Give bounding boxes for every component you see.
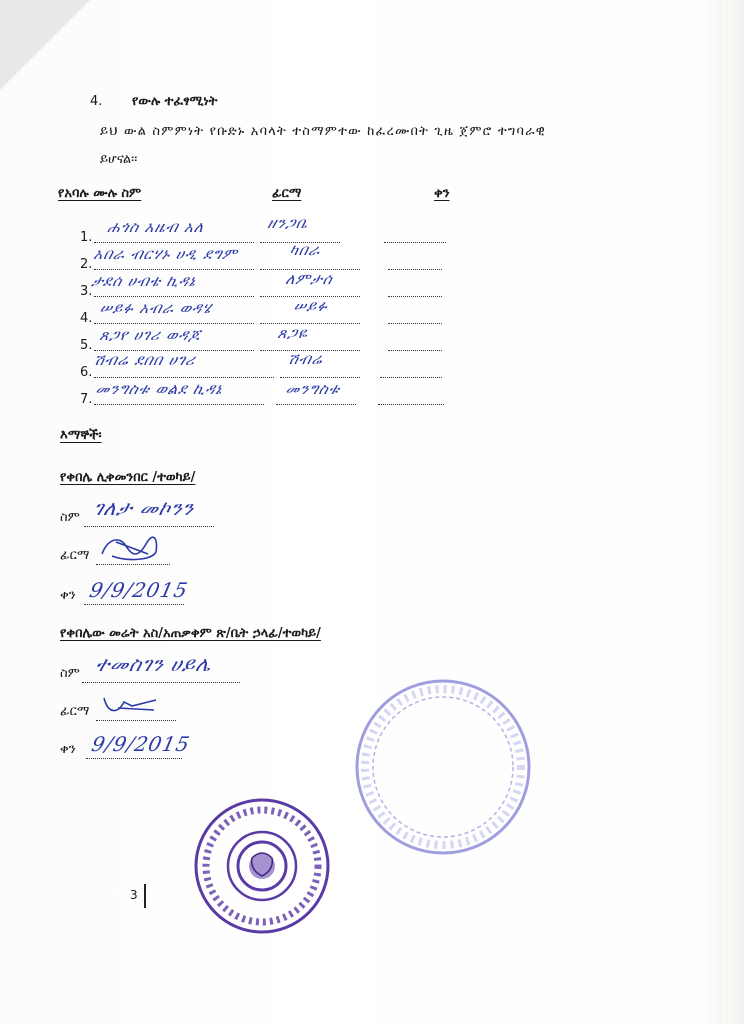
row-number: 5. xyxy=(80,338,93,353)
page-edge xyxy=(722,0,744,1024)
receiver1-name-label: ስም xyxy=(60,510,80,525)
member-name: ሐጎስ አዜብ አለ xyxy=(106,218,207,236)
receiver2-name-label: ስም xyxy=(60,666,80,681)
member-signature: ለምታሰ xyxy=(284,270,335,288)
page-number: 3 xyxy=(130,888,138,902)
receiver2-title: የቀበሌው መሬት አስ/አጠቃቀም ጽ/ቤት ኃላፊ/ተወካይ/ xyxy=(60,626,321,641)
row-number: 1. xyxy=(80,230,93,245)
member-name: አበራ ብርሃኑ ሀዲ ደግም xyxy=(92,245,240,263)
member-signature: ሠይፉ xyxy=(292,297,330,315)
receiver2-name-value: ተመስገን ሀይሌ xyxy=(93,652,215,676)
date-dots xyxy=(388,309,442,324)
header-member-name: የአባሉ ሙሉ ስም xyxy=(58,186,142,201)
date-dots xyxy=(388,336,442,351)
receiver1-signature-label: ፊርማ xyxy=(60,548,90,563)
date-dots xyxy=(388,255,442,270)
receiver1-title: የቀበሌ ሊቀመንበር /ተወካይ/ xyxy=(60,470,196,485)
receiver1-date-value: 9/9/2015 xyxy=(87,578,191,602)
member-name: ጸጋየ ሀገሪ ወዳጆ xyxy=(98,326,203,344)
section-body-line1: ይህ ውል ስምምነት የቡድኑ አባላት ተስማምተው ከፈረሙበት ጊዜ ጀምሮ ተግባራዊ xyxy=(100,124,546,139)
header-signature: ፊርማ xyxy=(272,186,302,201)
row-number: 6. xyxy=(80,365,93,380)
date-dots xyxy=(384,228,446,243)
member-signature: ዘንጋቤ xyxy=(266,214,311,232)
official-stamp xyxy=(192,796,332,936)
section-title: የውሉ ተፈፃሚነት xyxy=(132,94,218,109)
date-dots xyxy=(378,390,444,405)
section-body-line2: ይሆናል፡፡ xyxy=(100,152,138,167)
row-number: 4. xyxy=(80,311,93,326)
receiver1-name-value: ገለታ መኮንን xyxy=(91,496,197,520)
member-name: ሠይፉ አብራ ወዳሄ xyxy=(98,299,214,317)
row-number: 7. xyxy=(80,392,93,407)
date-dots xyxy=(388,282,442,297)
receiver2-date-label: ቀን xyxy=(60,742,76,757)
member-name: መንግስቱ ወልደ ኪዳኔ xyxy=(94,380,225,398)
witnesses-title: እማኞች፡ xyxy=(60,428,102,443)
receiver1-date-label: ቀን xyxy=(60,588,76,603)
faded-official-stamp xyxy=(352,676,534,858)
member-signature: ሽብሬ xyxy=(286,350,326,368)
folded-corner xyxy=(0,0,90,90)
receiver2-date-value: 9/9/2015 xyxy=(89,732,193,756)
member-signature: ካበራ xyxy=(288,241,323,259)
section-number: 4. xyxy=(90,94,103,109)
member-signature: መንግስቱ xyxy=(284,380,342,398)
date-dots xyxy=(380,363,442,378)
receiver2-signature-scribble xyxy=(98,688,162,720)
header-date: ቀን xyxy=(434,186,450,201)
row-number: 2. xyxy=(80,257,93,272)
member-signature: ጸጋዬ xyxy=(276,324,311,342)
member-name: ሽብሬ ደበበ ሀገሪ xyxy=(92,351,198,369)
receiver2-signature-label: ፊርማ xyxy=(60,704,90,719)
signature-dots xyxy=(260,336,360,351)
member-name: ታደሰ ሀብቴ ኪዳኔ xyxy=(90,272,199,290)
receiver1-signature-scribble xyxy=(98,532,162,564)
page-number-bar xyxy=(144,884,146,908)
row-number: 3. xyxy=(80,284,93,299)
